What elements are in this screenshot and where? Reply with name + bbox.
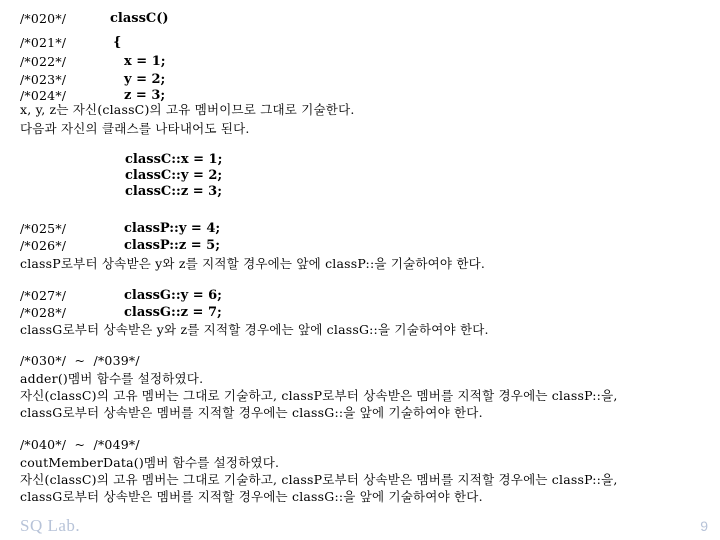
code-classG-y: classG::y = 6;	[124, 288, 222, 303]
explanation-text: 자신(classC)의 고유 멤버는 그대로 기술하고, classP로부터 상속받은 멤버를 지적할 경우에는 classP::을,	[20, 388, 618, 403]
line-number-025: /*025*/	[20, 221, 67, 236]
explanation-text: 자신(classC)의 고유 멤버는 그대로 기술하고, classP로부터 상속받은 멤버를 지적할 경우에는 classP::을,	[20, 472, 618, 487]
line-number-022: /*022*/	[20, 54, 67, 69]
line-range-030-039: /*030*/ ~ /*039*/	[20, 353, 140, 368]
explanation-text: classP로부터 상속받은 y와 z를 지적할 경우에는 앞에 classP::을 기술하여야 한다.	[20, 256, 486, 271]
explanation-text: adder()멤버 함수를 설정하였다.	[20, 371, 204, 386]
code-classG-z: classG::z = 7;	[124, 305, 222, 320]
line-number-020: /*020*/	[20, 11, 67, 26]
explanation-text: classG로부터 상속받은 멤버를 지적할 경우에는 classG::을 앞에 기술하여야 한다.	[20, 405, 483, 420]
code-open-brace: {	[113, 35, 122, 50]
explanation-text: x, y, z는 자신(classC)의 고유 멤버이므로 그대로 기술한다.	[20, 102, 355, 117]
line-range-040-049: /*040*/ ~ /*049*/	[20, 437, 140, 452]
explanation-text: 다음과 자신의 클래스를 나타내어도 된다.	[20, 121, 250, 136]
code-classP-z: classP::z = 5;	[124, 238, 220, 253]
page-number: 9	[700, 518, 708, 534]
line-number-021: /*021*/	[20, 35, 67, 50]
line-number-024: /*024*/	[20, 88, 67, 103]
code-class-declaration: classC()	[110, 11, 169, 26]
code-alt-assign-z: classC::z = 3;	[125, 184, 223, 199]
lab-name-footer: SQ Lab.	[20, 516, 81, 535]
explanation-text: classG로부터 상속받은 멤버를 지적할 경우에는 classG::을 앞에 기술하여야 한다.	[20, 489, 483, 504]
line-number-028: /*028*/	[20, 305, 67, 320]
line-number-027: /*027*/	[20, 288, 67, 303]
explanation-text: classG로부터 상속받은 y와 z를 지적할 경우에는 앞에 classG::을 기술하여야 한다.	[20, 322, 489, 337]
code-alt-assign-y: classC::y = 2;	[125, 168, 223, 183]
explanation-text: coutMemberData()멤버 함수를 설정하였다.	[20, 455, 280, 470]
code-assign-y: y = 2;	[124, 72, 166, 87]
line-number-023: /*023*/	[20, 72, 67, 87]
line-number-026: /*026*/	[20, 238, 67, 253]
code-assign-z: z = 3;	[124, 88, 166, 103]
code-alt-assign-x: classC::x = 1;	[125, 152, 223, 167]
code-classP-y: classP::y = 4;	[124, 221, 221, 236]
code-assign-x: x = 1;	[124, 54, 166, 69]
